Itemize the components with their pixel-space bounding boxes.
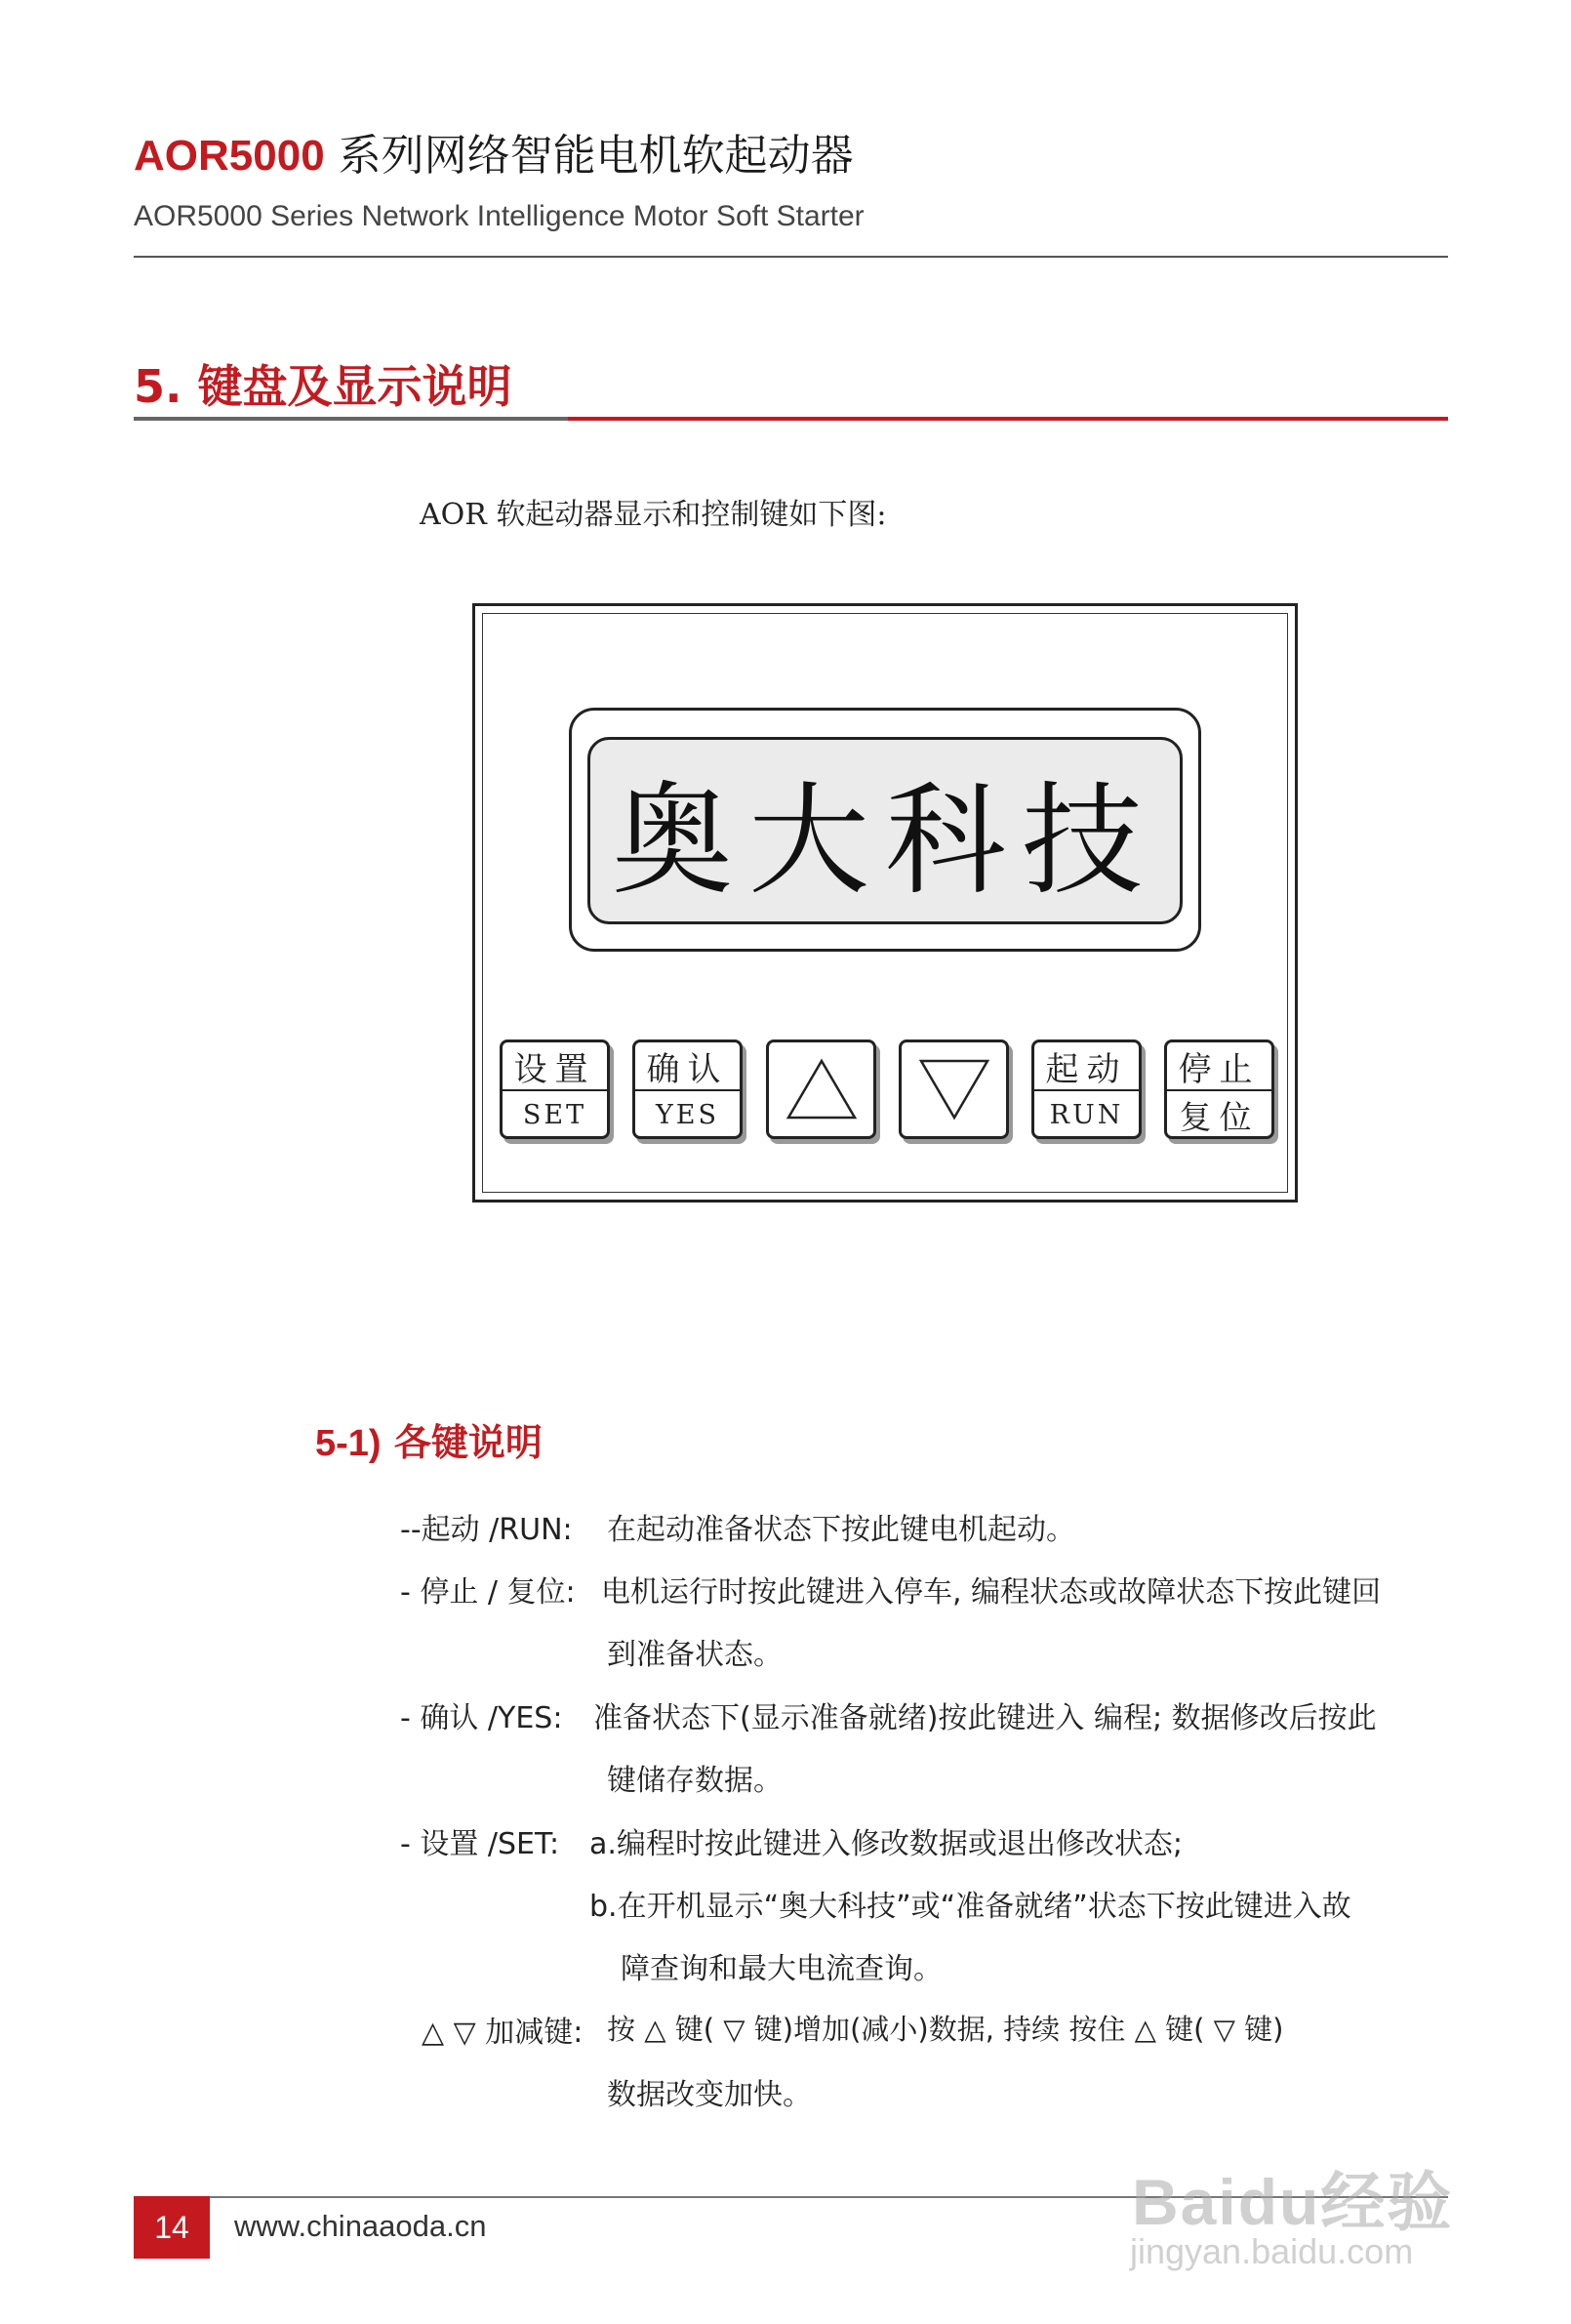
down-triangle-icon: [915, 1055, 993, 1123]
set-key-desc-line2: b.在开机显示“奥大科技”或“准备就绪”状态下按此键进入故: [589, 1890, 1351, 1924]
stop-reset-key: [1164, 1040, 1274, 1139]
yes-key-desc-line1: 准备状态下(显示准备就绪)按此键进入 编程; 数据修改后按此: [593, 1701, 1377, 1735]
run-key: [1031, 1040, 1142, 1139]
down-key: [899, 1040, 1009, 1139]
set-key-desc-line3: 障查询和最大电流查询。: [621, 1952, 943, 1986]
section-rule-red: [568, 417, 1448, 421]
run-key-desc-label: --起动 /RUN:: [400, 1513, 573, 1547]
set-key-desc-line1: a.编程时按此键进入修改数据或退出修改状态;: [589, 1827, 1184, 1861]
yes-key-label-cn: 确认: [635, 1042, 740, 1091]
stop-key-label: 停止: [1167, 1042, 1271, 1091]
baidu-watermark-url: jingyan.baidu.com: [1130, 2231, 1414, 2271]
subsection-title: [315, 1412, 543, 1466]
set-key-label-en: SET: [522, 1099, 587, 1130]
set-key: [500, 1040, 610, 1139]
up-key: [766, 1040, 876, 1139]
stop-key-desc-label: - 停止 / 复位:: [400, 1575, 576, 1610]
yes-key: [632, 1040, 743, 1139]
subsection-label: 各键说明: [393, 1421, 543, 1464]
set-key-label-cn: 设置: [503, 1042, 607, 1091]
document-title: [134, 131, 854, 181]
arrow-keys-desc-line1: 按 △ 键( ▽ 键)增加(减小)数据, 持续 按住 △ 键( ▽ 键): [607, 2013, 1284, 2046]
run-key-desc-text: 在起动准备状态下按此键电机起动。: [607, 1513, 1075, 1547]
arrow-keys-desc-line2: 数据改变加快。: [607, 2078, 812, 2112]
header-divider: [134, 256, 1448, 258]
lcd-display-text: 奥大科技: [611, 771, 1158, 912]
page-number: 14: [134, 2196, 210, 2259]
section-rule-gray: [134, 417, 568, 421]
baidu-watermark-logo: Baidu经验: [1132, 2166, 1454, 2238]
title-chinese: 系列网络智能电机软起动器: [324, 131, 854, 181]
yes-key-desc-line2: 键储存数据。: [607, 1764, 783, 1798]
run-key-label-cn: 起动: [1034, 1042, 1139, 1091]
arrow-keys-desc-label: △ ▽ 加减键:: [422, 2016, 584, 2050]
stop-key-desc-line1: 电机运行时按此键进入停车, 编程状态或故障状态下按此键回: [601, 1575, 1382, 1610]
reset-key-label: 复位: [1179, 1097, 1260, 1136]
subsection-number: 5-1): [315, 1423, 382, 1464]
stop-key-desc-line2: 到准备状态。: [607, 1638, 783, 1672]
up-triangle-icon: [783, 1055, 861, 1123]
model-name: AOR5000: [134, 132, 325, 180]
set-key-desc-label: - 设置 /SET:: [400, 1827, 560, 1861]
intro-text: AOR 软起动器显示和控制键如下图:: [420, 498, 887, 532]
title-english: AOR5000 Series Network Intelligence Motor Soft Starter: [134, 200, 865, 232]
section-title: 5. 键盘及显示说明: [134, 360, 512, 413]
footer-website: www.chinaaoda.cn: [234, 2209, 487, 2243]
run-key-label-en: RUN: [1049, 1099, 1124, 1130]
yes-key-desc-label: - 确认 /YES:: [400, 1701, 563, 1735]
yes-key-label-en: YES: [655, 1099, 720, 1130]
